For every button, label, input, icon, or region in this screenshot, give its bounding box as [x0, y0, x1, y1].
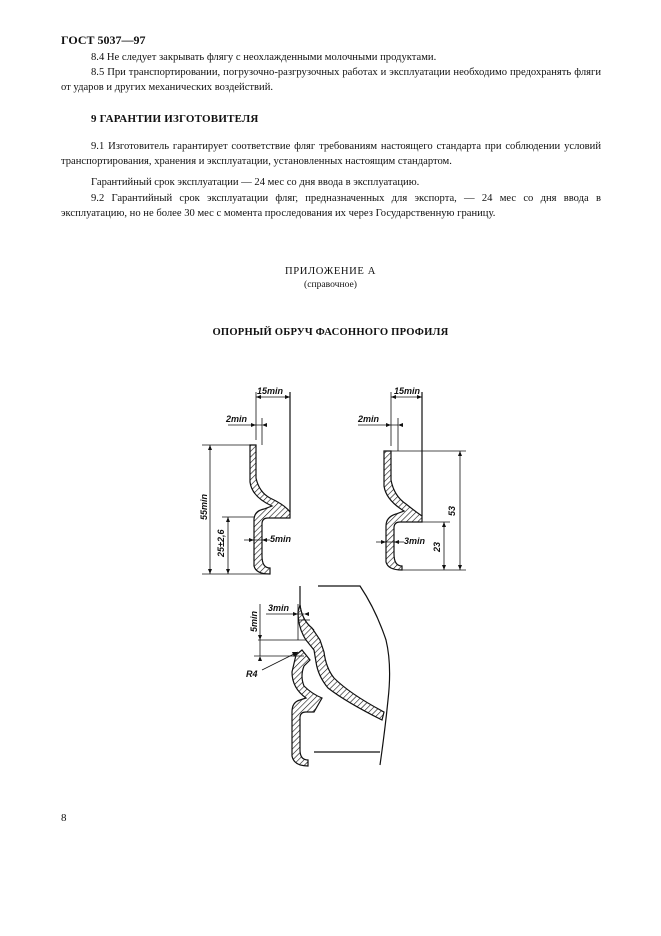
- left-dim-lower: 25±2,6: [216, 529, 226, 557]
- bottom-dim-radius: R4: [246, 669, 258, 679]
- left-dim-top: 15min: [257, 386, 284, 396]
- right-dim-gap: 2min: [358, 414, 380, 424]
- paragraph-9-2: 9.2 Гарантийный срок эксплуатации фляг, предназначенных для экспорта, — 24 мес со дня ввода в эксплуатацию, но не более 30 мес с момента проследования их через Государственную границу.: [61, 193, 601, 219]
- right-dim-lip: 3min: [404, 536, 426, 546]
- left-profile-section: [250, 445, 290, 574]
- right-dim-height: 53: [447, 505, 457, 516]
- container-outline: [300, 586, 390, 765]
- left-dim-height: 55min: [199, 493, 209, 520]
- appendix-note: (справочное): [304, 279, 357, 290]
- document-header: ГОСТ 5037—97: [61, 33, 146, 47]
- paragraph-8-5: 8.5 При транспортировании, погрузочно-разгрузочных работах и эксплуатации необходимо предохранять фляги от ударов и других механических воздействий.: [61, 67, 601, 93]
- right-profile-section: [384, 451, 422, 570]
- left-dim-gap: 2min: [226, 414, 248, 424]
- paragraph-8-4: 8.4 Не следует закрывать флягу с неохлажденными молочными продуктами.: [91, 52, 437, 63]
- left-dim-lip: 5min: [270, 534, 292, 544]
- bottom-dim-b: 5min: [249, 610, 259, 632]
- page-number: 8: [61, 812, 67, 824]
- right-dim-lower: 23: [432, 541, 442, 552]
- hoop-profile-figure: [0, 370, 661, 830]
- right-dim-top: 15min: [394, 386, 421, 396]
- bottom-dim-a: 3min: [268, 603, 290, 613]
- appendix-title: ОПОРНЫЙ ОБРУЧ ФАСОННОГО ПРОФИЛЯ: [212, 327, 449, 338]
- section-9-heading: 9 ГАРАНТИИ ИЗГОТОВИТЕЛЯ: [91, 113, 259, 125]
- paragraph-9-1: 9.1 Изготовитель гарантирует соответствие фляг требованиям настоящего стандарта при соблюдении условий транспортирования, хранения и эксплуатации, установленных настоящим стандартом.: [61, 141, 601, 167]
- appendix-label: ПРИЛОЖЕНИЕ А: [285, 266, 376, 277]
- bottom-assembly-drawing: [254, 586, 390, 766]
- warranty-paragraph: Гарантийный срок эксплуатации — 24 мес со дня ввода в эксплуатацию.: [91, 177, 420, 188]
